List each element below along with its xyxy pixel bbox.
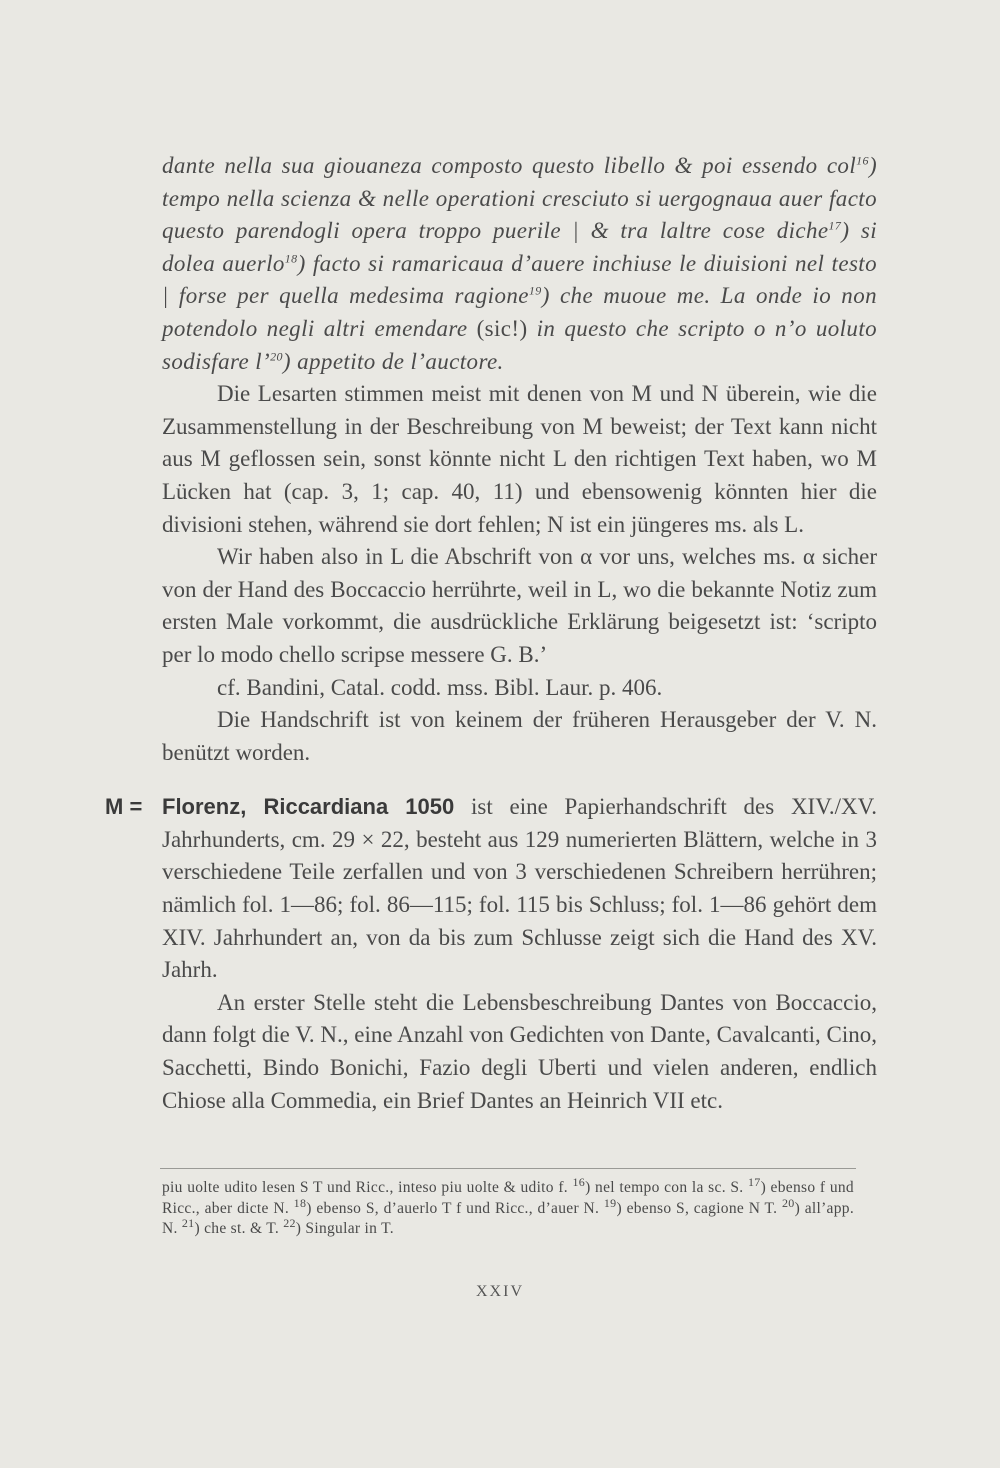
section-gap: [162, 769, 877, 791]
footnote-ref-20: 20: [270, 348, 283, 363]
sic-note: (sic!): [467, 315, 537, 341]
manuscript-entry-m: [105, 791, 878, 1117]
citation-bandini: cf. Bandini, Catal. codd. mss. Bibl. Laur. p. 406.: [217, 674, 663, 700]
paragraph-abschrift: Wir haben also in L die Abschrift von α vor uns, welches ms. α sicher von der Hand des Boccaccio herrührte, weil in L, wo die bekannte Notiz zum ersten Male vorkommt, die ausdrückliche Erklärung beigesetzt ist: ‘scripto per lo modo chello scripse messere G. B.’: [162, 544, 877, 667]
paragraph-lesarten: Die Lesarten stimmen meist mit denen von M und N überein, wie die Zusammenstellung in der Beschreibung von M beweist; der Text kann nicht aus M geflossen sein, sonst könnte nicht L den richtigen Text haben, wo M Lücken hat (cap. 3, 1; cap. 40, 11) und ebensowenig könnten hier die divisioni stehen, während sie dort fehlen; N ist ein jüngeres ms. als L.: [162, 381, 877, 537]
manuscript-heading: Florenz, Riccardiana 1050: [162, 794, 455, 820]
footnote-ref-19: 19: [528, 283, 542, 298]
main-text: [105, 150, 878, 1117]
footnote-text: piu uolte udito lesen S T und Ricc., inteso piu uolte & udito f. $^{16}$) nel tempo con la sc. S. $^{17}$) ebenso f und Ricc., aber dicte N. $^{18}$) ebenso S, d’auerlo T f und Ricc., d’auer N. $^{19}$) ebenso S, cagione N T. $^{20}$) all’app. N. $^{21}$) che st. & T. $^{22}$) Singular in T.: [162, 1174, 854, 1237]
italian-quotation: dante nella sua giouaneza composto questo libello & poi essendo col$^{16}$) tempo nella scienza & nelle operationi cresciuto si uergognaua auer facto questo parendogli opera troppo puerile | & tra laltre cose diche$^{17}$) si dolea auerlo$^{18}$) facto si ramaricaua d’auere inchiuse le diuisioni nel testo | forse per quella medesima ragione$^{19}$) che muoue me. La onde io non potendolo negli altri emendare (sic!) in questo che scripto o n’o uoluto sodisfare l’$^{20}$) appetito de l’auctore.: [162, 153, 878, 374]
manuscript-siglum: M =: [105, 794, 143, 820]
footnote-divider: [160, 1168, 856, 1169]
footnote-ref-16: 16: [856, 153, 869, 168]
entry-description: Florenz, Riccardiana 1050 ist eine Papierhandschrift des XIV./XV. Jahrhunderts, cm. 29 × 22, besteht aus 129 numerierten Blättern, welche in 3 verschiedene Teile zerfallen und von 3 verschiedenen Schreibern herrühren; nämlich fol. 1—86; fol. 86—115; fol. 115 bis Schluss; fol. 1—86 gehört dem XIV. Jahrhundert an, von da bis zum Schlusse zeigt sich die Hand des XV. Jahrh.: [162, 794, 878, 983]
footnotes: [162, 1174, 854, 1240]
entry-contents: An erster Stelle steht die Lebensbeschreibung Dantes von Boccaccio, dann folgt die V. N., eine Anzahl von Gedichten von Dante, Cavalcanti, Cino, Sacchetti, Bindo Bonichi, Fazio degli Uberti und vielen anderen, endlich Chiose alla Commedia, ein Brief Dantes an Heinrich VII etc.: [162, 989, 877, 1113]
page-number: XXIV: [476, 1283, 524, 1300]
footnote-ref-17: 17: [828, 218, 842, 233]
paragraph-herausgeber: Die Handschrift ist von keinem der früheren Herausgeber der V. N. benützt worden.: [162, 707, 877, 765]
footnote-ref-18: 18: [284, 251, 298, 266]
